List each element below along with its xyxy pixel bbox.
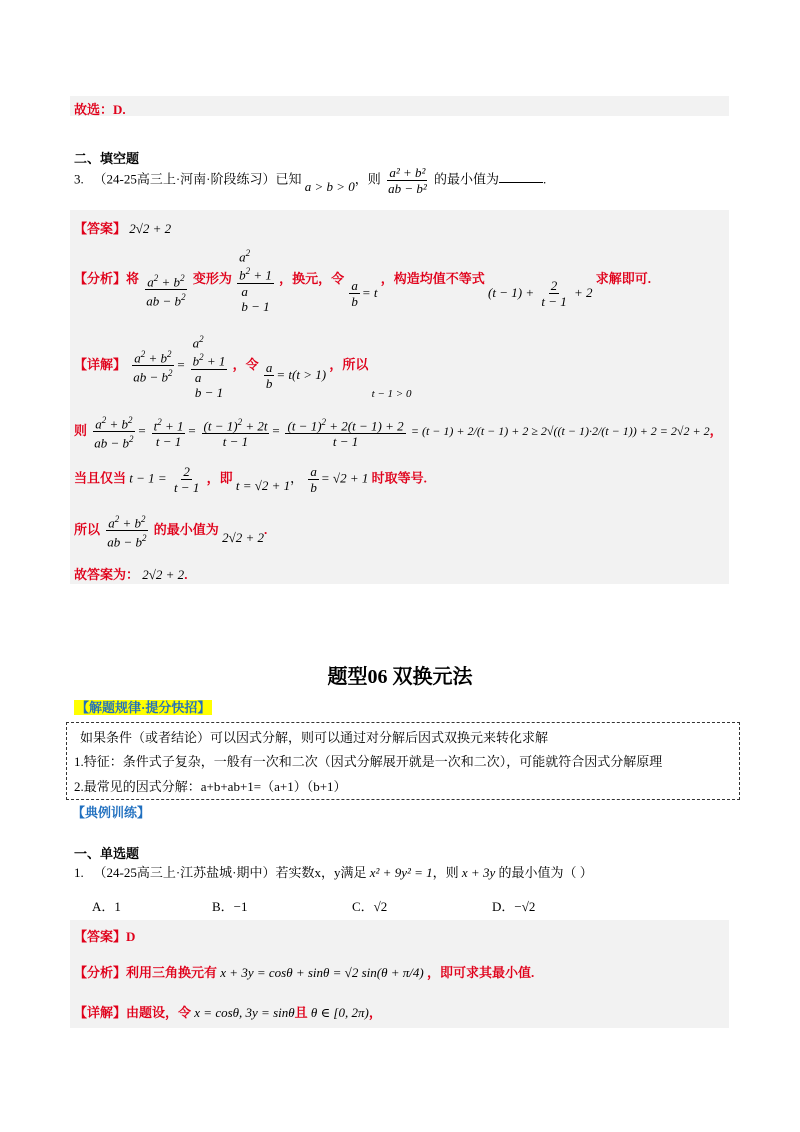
detail-frac-b: $a^2$ $b^2 + 1$ a b − 1 <box>192 334 226 400</box>
q1-analysis-t2: ，即可求其最小值. <box>426 965 535 980</box>
question-1 <box>74 862 593 881</box>
detail-line-1: 【详解】 $\frac{a^2 + b^2}{ab - b^2}$ = $a^2$ $b^2 + 1$ a b − 1 ，令 $\frac{a}{b}$ = t(t > 1) ，所以 $_{t - 1 > 0}$ <box>74 334 412 400</box>
analysis-label: 【分析】 <box>74 270 127 286</box>
q3-number: 3. <box>74 171 84 187</box>
q3-then: ，则 <box>354 171 381 187</box>
q1-analysis-label: 【分析】 <box>74 965 127 980</box>
analysis-ineq-b: + 2 <box>574 284 593 300</box>
analysis-t3: ，换元，令 <box>279 270 345 286</box>
q1-option-c[interactable]: C．√2 <box>352 899 388 914</box>
section-title: 题型06 双换元法 <box>327 666 473 688</box>
q1-option-a[interactable]: A．1 <box>92 899 121 914</box>
detail-line-3: 当且仅当 t − 1 = $\frac{2}{t - 1}$ ，即 t = √2 + 1， $\frac{a}{b}$ = √2 + 1 时取等号. <box>74 464 427 495</box>
q1-detail-t3: ， <box>368 1005 382 1020</box>
detail-eq-line: 当且仅当 <box>74 470 127 486</box>
analysis-sub: $\frac{a}{b}$ <box>351 278 358 310</box>
analysis-t5: 求解即可. <box>595 270 652 286</box>
analysis-ineq-frac: $\frac{2}{t - 1}$ <box>541 278 567 310</box>
detail-min-val: 2√2 + 2 <box>222 529 264 545</box>
q3-blank <box>499 182 543 183</box>
q3-frac-num: a² + b² <box>389 165 426 180</box>
q1-answer: D <box>126 929 136 944</box>
analysis-t4: ，构造均值不等式 <box>380 270 485 286</box>
q3-frac-den: ab − b² <box>388 181 427 196</box>
q1-text: （24-25高三上·江苏盐城·期中）若实数x，y满足 <box>93 865 367 880</box>
detail-frac-a: $\frac{a^2 + b^2}{ab - b^2}$ <box>133 349 173 385</box>
q1-analysis-expr: x + 3y = cosθ + sinθ = √2 sin(θ + π/4) <box>220 965 424 980</box>
q1-analysis-line <box>74 962 534 981</box>
q1-detail-label: 【详解】 <box>74 1005 127 1020</box>
detail-t-cond: t(t > 1) <box>288 366 327 382</box>
answer-label: 【答案】 <box>74 221 127 236</box>
tip-line-1: 1.特征：条件式子复杂，一般有一次和二次（因式分解展开就是一次和二次），可能就符合因式分解原理 <box>74 754 663 769</box>
detail-ji: ，即 <box>206 470 233 486</box>
detail-label: 【详解】 <box>74 356 127 372</box>
q1-detail-t1: 由题设，令 <box>126 1005 192 1020</box>
q1-detail-expr: x = cosθ, 3y = sinθ <box>194 1005 295 1020</box>
q3-cond: a > b > 0 <box>304 179 355 195</box>
detail-final: 故答案为： <box>74 567 140 582</box>
q1-detail-t2: 且 <box>294 1005 308 1020</box>
detail-chain: = (t − 1) + 2/(t − 1) + 2 ≥ 2√((t − 1)·2/(t − 1)) + 2 = 2√2 + 2 <box>410 423 710 438</box>
question-3 <box>74 165 546 196</box>
q1-option-d[interactable]: D．−√2 <box>492 899 536 914</box>
q1-detail-range: θ ∈ [0, 2π) <box>310 1005 369 1020</box>
analysis-t2: 变形为 <box>192 270 232 286</box>
q3-end: . <box>543 171 547 187</box>
section-fill-heading: 二、填空题 <box>74 151 140 166</box>
detail-line-4: 所以 $\frac{a^2 + b^2}{ab - b^2}$ 的最小值为 2√2 + 2. <box>74 514 268 550</box>
analysis-frac1: $\frac{a^2 + b^2}{ab - b^2}$ <box>146 273 186 309</box>
q1-number: 1. <box>74 865 84 880</box>
detail-t-minus: t − 1 > 0 <box>371 387 412 400</box>
detail-ze: 则 <box>74 422 88 438</box>
analysis-line: 【分析】将 $\frac{a^2 + b^2}{ab - b^2}$ 变形为 $a^2$ $b^2 + 1$ a b − 1 ，换元，令 $\frac{a}{b}$ = t ，构造均值不等式 (t − 1) + $\frac{2}{t - 1}$ + 2 求解即可. <box>74 248 652 314</box>
detail-t1: ，令 <box>232 356 259 372</box>
answer-value: 2√2 + 2 <box>129 221 172 236</box>
q1-analysis-t1: 利用三角换元有 <box>126 965 218 980</box>
tip-line-2: 2.最常见的因式分解：a+b+ab+1=（a+1）（b+1） <box>74 779 347 794</box>
q3-ask: 的最小值为 <box>433 171 499 187</box>
q1-cond: x² + 9y² = 1 <box>369 865 433 880</box>
example-label: 【典例训练】 <box>72 805 151 820</box>
answer-line <box>74 218 171 237</box>
detail-so: 所以 <box>74 521 101 537</box>
q3-source: （24-25高三上·河南·阶段练习）已知 <box>93 171 302 187</box>
detail-take: 时取等号. <box>371 470 427 486</box>
answer-shade-top <box>70 96 729 116</box>
analysis-frac2: $a^2$ $b^2 + 1$ a b − 1 <box>239 248 272 314</box>
tip-line-0: 如果条件（或者结论）可以因式分解，则可以通过对分解后因式双换元来转化求解 <box>80 730 549 745</box>
detail-t2: ，所以 <box>329 356 369 372</box>
q1-expr: x + 3y <box>461 865 496 880</box>
detail-sub: $\frac{a}{b}$ <box>265 360 273 392</box>
q1-option-b[interactable]: B．−1 <box>212 899 248 914</box>
detail-ab-val: = √2 + 1 <box>320 470 369 486</box>
detail-t-val: t = √2 + 1 <box>235 478 291 494</box>
tip-label <box>74 697 212 716</box>
section-single-heading: 一、单选题 <box>74 846 140 861</box>
detail-line-5: 故答案为： 2√2 + 2. <box>74 567 188 582</box>
q1-ask2: 的最小值为（ ） <box>498 865 593 880</box>
q1-answer-label: 【答案】 <box>74 929 127 944</box>
q1-ask: ，则 <box>432 865 459 880</box>
detail-min: 的最小值为 <box>153 521 219 537</box>
analysis-ineq-a: (t − 1) + <box>488 284 535 300</box>
tip-label-text: 【解题规律·提分快招】 <box>76 700 211 715</box>
detail-line-2: 则 $\frac{a^2 + b^2}{ab - b^2}$ = $\frac{t^2 + 1}{t - 1}$ = $\frac{(t - 1)^2 + 2t}{t - 1}$ = $\frac{(t - 1)^2 + 2(t - 1) + 2}{t - 1}$ = (t − 1) + 2/(t − 1) + 2 ≥ 2√((t − 1)·2/(t − 1)) + 2 = 2√2 + 2， <box>74 415 723 451</box>
q1-detail-line <box>74 1002 382 1021</box>
top-answer: 故选：D. <box>74 102 126 117</box>
analysis-t1: 将 <box>126 270 140 286</box>
q3-fraction <box>386 165 429 196</box>
detail-eq-expr: t − 1 = <box>129 470 167 486</box>
detail-final-val: 2√2 + 2 <box>142 567 185 582</box>
detail-comma: ， <box>709 422 723 438</box>
q1-answer-line <box>74 926 135 945</box>
